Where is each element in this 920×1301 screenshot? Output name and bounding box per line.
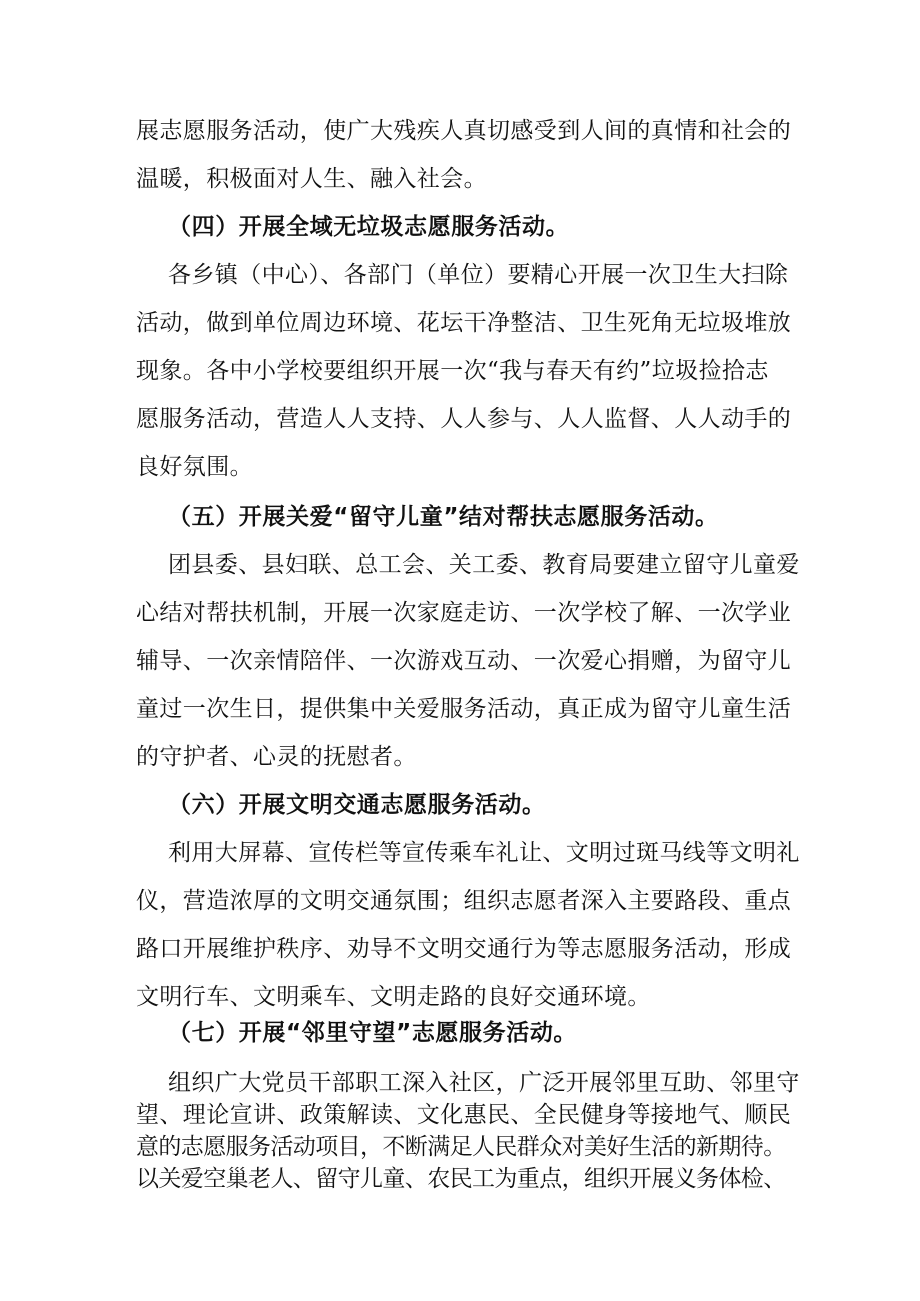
paragraph-line: 利用大屏幕、宣传栏等宣传乘车礼让、文明过斑马线等文明礼 [168,840,800,866]
paragraph-line: 仪，营造浓厚的文明交通氛围；组织志愿者深入主要路段、重点 [136,888,792,914]
paragraph-line: 各乡镇（中心）、各部门（单位）要精心开展一次卫生大扫除 [168,262,789,288]
paragraph-line: 意的志愿服务活动项目，不断满足人民群众对美好生活的新期待。 [136,1134,786,1160]
paragraph-line: 活动，做到单位周边环境、花坛干净整洁、卫生死角无垃圾堆放 [136,310,792,336]
paragraph-line: 良好氛围。 [136,454,253,480]
paragraph-line: 辅导、一次亲情陪伴、一次游戏互动、一次爱心捐赠，为留守儿 [136,648,792,674]
section-heading: （四）开展全域无垃圾志愿服务活动。 [168,214,570,240]
paragraph-line: 路口开展维护秩序、劝导不文明交通行为等志愿服务活动，形成 [136,936,792,962]
paragraph-line: 的守护者、心灵的抚慰者。 [136,744,417,770]
paragraph-line: 望、理论宣讲、政策解读、文化惠民、全民健身等接地气、顺民 [136,1102,792,1128]
paragraph-line: 心结对帮扶机制，开展一次家庭走访、一次学校了解、一次学业 [136,600,792,626]
paragraph-line: 愿服务活动，营造人人支持、人人参与、人人监督、人人动手的 [136,406,792,432]
paragraph-line: 组织广大党员干部职工深入社区，广泛开展邻里互助、邻里守 [168,1070,800,1096]
section-heading: （五）开展关爱“留守儿童”结对帮扶志愿服务活动。 [168,504,719,530]
paragraph-line: 展志愿服务活动，使广大残疾人真切感受到人间的真情和社会的 [136,118,792,144]
paragraph-line: 现象。各中小学校要组织开展一次“我与春天有约”垃圾捡拾志 [136,358,769,384]
paragraph-line: 团县委、县妇联、总工会、关工委、教育局要建立留守儿童爱 [168,552,800,578]
paragraph-line: 温暖，积极面对人生、融入社会。 [136,166,487,192]
paragraph-line: 文明行车、文明乘车、文明走路的良好交通环境。 [136,984,651,1010]
paragraph-line: 童过一次生日，提供集中关爱服务活动，真正成为留守儿童生活 [136,696,792,722]
paragraph-line: 以关爱空巢老人、留守儿童、农民工为重点，组织开展义务体检、 [136,1166,786,1192]
section-heading: （七）开展“邻里守望”志愿服务活动。 [168,1020,578,1046]
section-heading: （六）开展文明交通志愿服务活动。 [168,792,546,818]
